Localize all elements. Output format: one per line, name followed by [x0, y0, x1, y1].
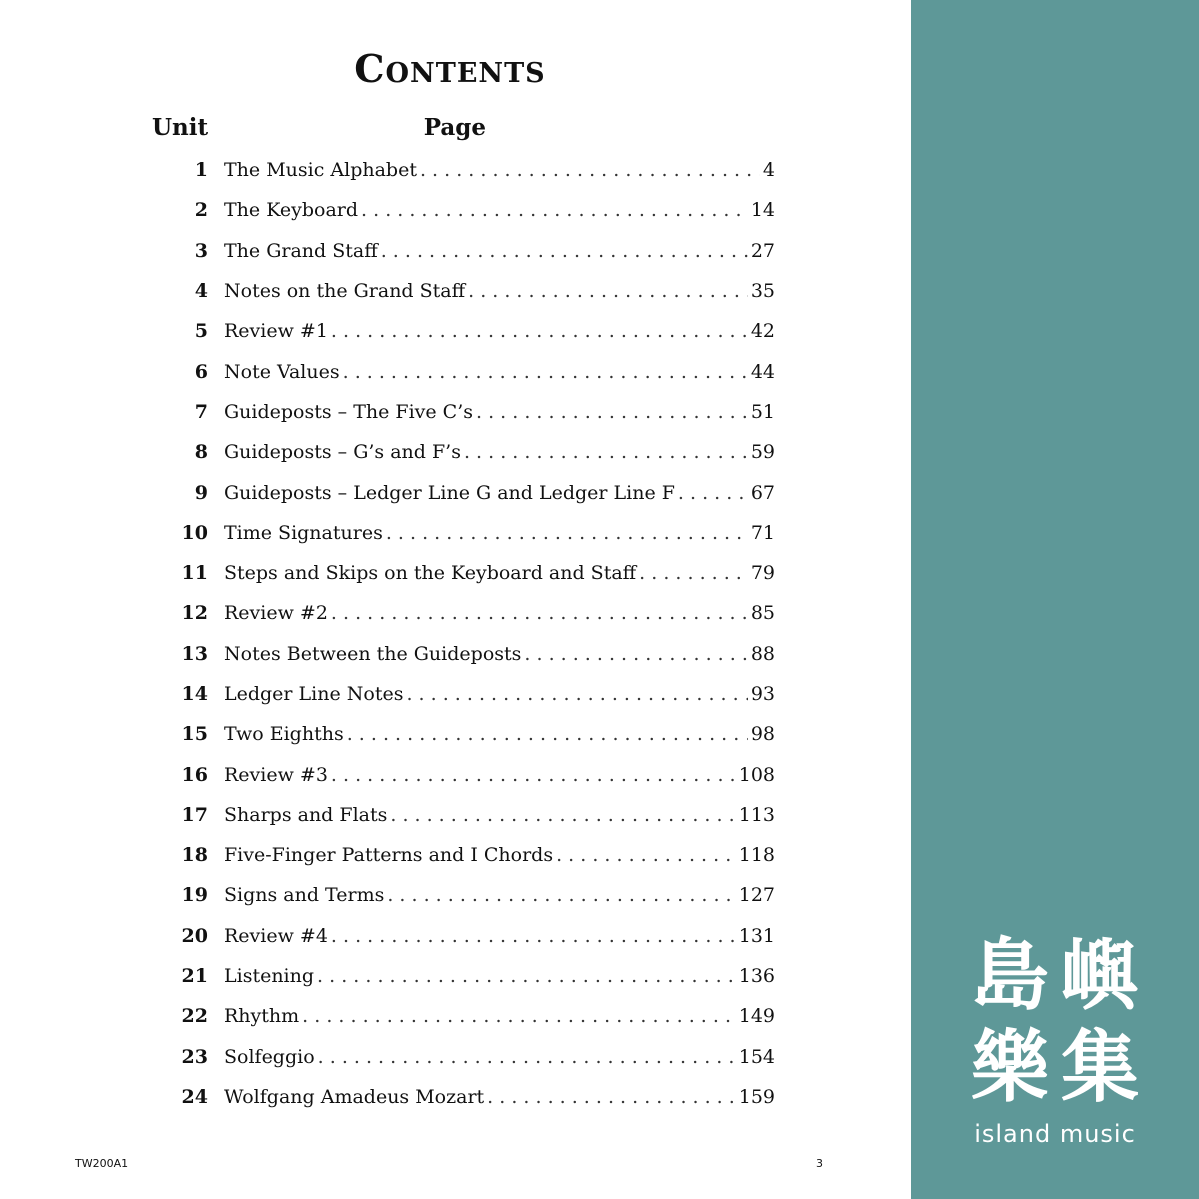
toc-leader-dots — [390, 804, 735, 826]
toc-page-number: 108 — [738, 763, 775, 786]
toc-unit-number: 21 — [181, 965, 208, 988]
toc-page-number: 127 — [738, 884, 775, 907]
toc-unit-number: 6 — [194, 360, 208, 383]
toc-entry — [150, 754, 775, 794]
page-number: 3 — [816, 1157, 823, 1170]
toc-entry-title: Guideposts – The Five C’s — [224, 400, 474, 423]
catalog-code: TW200A1 — [75, 1157, 129, 1170]
toc-page-number: 93 — [750, 683, 775, 705]
toc-entry-title: Review #4 — [224, 924, 328, 947]
toc-leader-dots — [347, 723, 748, 745]
toc-page-number: 71 — [750, 521, 775, 544]
toc-page-number: 113 — [738, 803, 775, 826]
toc-entry — [150, 1037, 775, 1077]
toc-entry-title: Ledger Line Notes — [224, 683, 404, 705]
toc-page-number: 154 — [738, 1045, 775, 1068]
toc-unit-number: 18 — [181, 844, 208, 867]
toc-leader-dots — [361, 199, 748, 221]
toc-entry — [150, 190, 775, 230]
toc-entry-title: Notes on the Grand Staff — [224, 280, 466, 303]
toc-unit-number: 7 — [194, 400, 208, 423]
toc-entry-title: Review #2 — [224, 602, 328, 625]
toc-page-number: 35 — [750, 280, 775, 303]
toc-entry-title: Review #1 — [224, 320, 328, 343]
toc-entry — [150, 553, 775, 593]
toc-unit-number: 1 — [194, 159, 208, 182]
toc-page-number: 136 — [738, 965, 775, 988]
toc-unit-number: 19 — [181, 884, 208, 907]
page-column-header: Page — [423, 114, 486, 141]
toc-entry-title: Five-Finger Patterns and I Chords — [224, 844, 554, 867]
toc-entry-title: Guideposts – G’s and F’s — [224, 441, 461, 464]
toc-entry-title: Listening — [224, 965, 315, 988]
logo-char-3: 樂 — [970, 1023, 1049, 1113]
logo-char-2: 嶼 — [1060, 931, 1139, 1021]
toc-leader-dots — [464, 441, 748, 463]
logo-char-1: 島 — [970, 931, 1049, 1021]
toc-unit-number: 3 — [194, 239, 208, 262]
toc-entry-title: The Music Alphabet — [224, 159, 417, 182]
toc-entry — [150, 432, 775, 472]
toc-leader-dots — [331, 602, 748, 624]
toc-entry — [150, 150, 775, 190]
toc-page-number: 14 — [750, 199, 775, 222]
toc-leader-dots — [318, 1046, 736, 1068]
logo-char-4: 集 — [1060, 1023, 1139, 1113]
toc-entry — [150, 271, 775, 311]
toc-entry-title: The Keyboard — [224, 199, 359, 222]
toc-entry — [150, 392, 775, 432]
toc-unit-number: 9 — [194, 481, 208, 504]
toc-entry — [150, 674, 775, 714]
toc-leader-dots — [317, 965, 736, 987]
toc-entry — [150, 795, 775, 835]
toc-leader-dots — [331, 320, 748, 342]
toc-leader-dots — [524, 643, 747, 665]
toc-entry — [150, 634, 775, 674]
toc-unit-number: 11 — [181, 562, 208, 585]
toc-leader-dots — [487, 1086, 736, 1108]
toc-entry — [150, 311, 775, 351]
toc-unit-number: 24 — [181, 1085, 208, 1108]
toc-entry-title: Notes Between the Guideposts — [224, 642, 522, 665]
page-title: Contents — [354, 46, 546, 91]
toc-page-number: 118 — [738, 844, 775, 867]
toc-unit-number: 22 — [181, 1005, 208, 1028]
toc-leader-dots — [386, 522, 748, 544]
toc-page-number: 27 — [750, 239, 775, 262]
toc-leader-dots — [420, 159, 760, 181]
toc-entry-title: Rhythm — [224, 1005, 300, 1028]
toc-unit-number: 16 — [181, 763, 208, 786]
toc-unit-number: 17 — [181, 803, 208, 826]
toc-entry — [150, 875, 775, 915]
toc-entry — [150, 351, 775, 391]
toc-entry — [150, 996, 775, 1036]
toc-entry-title: The Grand Staff — [224, 239, 378, 262]
toc-leader-dots — [331, 764, 736, 786]
toc-page-number: 98 — [750, 723, 775, 746]
logo-cjk-mark — [965, 930, 1145, 1114]
toc-page-number: 131 — [738, 924, 775, 947]
toc-entry-title: Note Values — [224, 360, 340, 383]
toc-unit-number: 20 — [181, 924, 208, 947]
toc-unit-number: 12 — [181, 602, 208, 625]
toc-entry-title: Sharps and Flats — [224, 803, 388, 826]
toc-leader-dots — [639, 562, 748, 584]
toc-leader-dots — [381, 240, 748, 262]
toc-leader-dots — [556, 844, 736, 866]
toc-unit-number: 15 — [181, 723, 208, 746]
toc-page-number: 4 — [762, 159, 775, 182]
toc-leader-dots — [678, 482, 748, 504]
toc-page-number: 44 — [750, 360, 775, 383]
toc-page-number: 67 — [750, 481, 775, 504]
toc-entry — [150, 231, 775, 271]
toc-unit-number: 8 — [194, 441, 208, 464]
toc-leader-dots — [343, 361, 748, 383]
toc-unit-number: 13 — [181, 642, 208, 665]
toc-leader-dots — [302, 1005, 736, 1027]
logo-wordmark: island music — [974, 1120, 1136, 1148]
toc-entry-title: Steps and Skips on the Keyboard and Staff — [224, 562, 637, 585]
island-music-logo — [965, 930, 1145, 1148]
toc-entry-title: Review #3 — [224, 763, 328, 786]
toc-entry — [150, 472, 775, 512]
toc-entry-title: Guideposts – Ledger Line G and Ledger Line F — [224, 481, 675, 504]
toc-entry-title: Wolfgang Amadeus Mozart — [224, 1085, 485, 1108]
toc-page-number: 149 — [738, 1005, 775, 1028]
toc-leader-dots — [387, 884, 735, 906]
toc-unit-number: 14 — [181, 683, 208, 705]
toc-entry — [150, 1077, 775, 1117]
toc-page-number: 42 — [750, 320, 775, 343]
toc-unit-number: 23 — [181, 1045, 208, 1068]
toc-entry — [150, 956, 775, 996]
toc-unit-number: 10 — [181, 521, 208, 544]
toc-entry-title: Time Signatures — [224, 521, 383, 544]
toc-unit-number: 2 — [194, 199, 208, 222]
toc-page-number: 85 — [750, 602, 775, 625]
toc-entry — [150, 593, 775, 633]
toc-entry-title: Signs and Terms — [224, 884, 385, 907]
toc-leader-dots — [406, 683, 747, 705]
toc-page-number: 59 — [750, 441, 775, 464]
toc-page-number: 51 — [750, 400, 775, 423]
toc-entry — [150, 835, 775, 875]
toc-entry — [150, 916, 775, 956]
toc-page-number: 159 — [738, 1085, 775, 1108]
toc-entry-title: Two Eighths — [224, 723, 344, 746]
toc-unit-number: 4 — [194, 280, 208, 303]
unit-column-header: Unit — [152, 114, 209, 141]
table-of-contents — [150, 150, 775, 1117]
toc-page-number: 79 — [750, 562, 775, 585]
toc-entry-title: Solfeggio — [224, 1045, 315, 1068]
toc-leader-dots — [331, 925, 736, 947]
toc-leader-dots — [468, 280, 748, 302]
toc-entry — [150, 513, 775, 553]
toc-unit-number: 5 — [194, 320, 208, 343]
toc-leader-dots — [476, 401, 748, 423]
toc-entry — [150, 714, 775, 754]
toc-page-number: 88 — [750, 642, 775, 665]
